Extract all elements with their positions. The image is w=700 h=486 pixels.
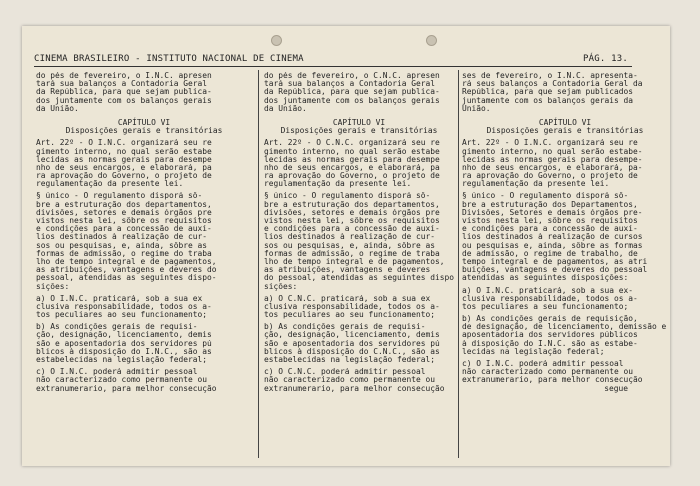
item-b-line: estabelecidas na legislação federal;	[36, 356, 208, 364]
item-a-line: tos peculiares ao seu funcionamento;	[36, 311, 208, 320]
intro-line: dos juntamente com os balanços gerais	[36, 96, 212, 105]
item-b-line: à disposição do I.N.C. são as estabe-	[462, 339, 638, 348]
text-column-3	[462, 72, 668, 460]
article-line: gimento interno, no qual serão estabe	[264, 147, 440, 156]
sole-paragraph-line: do pessoal, atendidas as seguintes dispo	[264, 274, 454, 283]
sole-paragraph-line: Divisões, Setores e demais órgãos pre-	[462, 208, 643, 217]
intro-line: dos juntamente com os balanços gerais	[264, 96, 440, 105]
article-line: Art. 22º - O C.N.C. organizará seu re	[264, 139, 440, 148]
sole-paragraph-line: ou pesquisas e, ainda, sôbre as formas	[462, 241, 643, 250]
article-line: Art. 22º - O I.N.C. organizará seu re	[462, 139, 638, 148]
sole-paragraph-line: e condições para a concessão de auxí-	[462, 225, 638, 234]
sole-paragraph-line: de admissão, o regime de trabalho, de	[462, 249, 638, 258]
chapter-title: Disposições gerais e transitórias	[280, 126, 438, 136]
sole-paragraph-line: formas de admissão, o regime do traba	[36, 249, 212, 258]
sole-paragraph-line: divisões, setores e demais órgãos pre	[36, 208, 212, 217]
sole-paragraph-line: divisões, setores e demais órgãos pre	[264, 208, 440, 217]
item-b-line: de designação, de licenciamento, demissão e	[462, 323, 667, 332]
intro-line: do pés de fevereiro, o I.N.C. apresen	[36, 72, 212, 80]
chapter-heading: CAPÍTULO VI	[117, 117, 171, 127]
intro-line: da República, para que sejam publica-	[36, 88, 212, 97]
intro-line: da República, para que sejam publica-	[264, 88, 440, 97]
sole-paragraph-line: sições:	[264, 282, 298, 291]
item-b-line: ção, designação, licenciamento, demis	[264, 331, 440, 340]
intro-line: do pés de fevereiro, o C.N.C. apresen	[264, 72, 440, 80]
item-c-line: c) O I.N.C. poderá admitir pessoal	[36, 368, 198, 377]
sole-paragraph-line: lios destinados à realização de cur-	[264, 233, 436, 242]
sole-paragraph-line: tempo integral e de pagamentos, as atri	[462, 257, 648, 266]
item-a-line: tos peculiares a seu funcionamento;	[462, 302, 629, 311]
text-column-1	[36, 72, 252, 460]
chapter-heading: CAPÍTULO VI	[332, 117, 386, 127]
sole-paragraph-line: sições:	[36, 282, 70, 291]
sole-paragraph-line: § único - O regulamento disporá sô-	[462, 192, 629, 201]
column-divider-1	[258, 70, 259, 458]
intro-line: da União.	[36, 104, 79, 113]
paper-sheet	[22, 26, 670, 466]
sole-paragraph-line: bre a estruturação dos Departamentos,	[462, 200, 638, 209]
item-c-line: c) O I.N.C. poderá admitir pessoal	[462, 360, 624, 368]
article-line: lecidas as normas gerais para desempe-	[462, 155, 643, 164]
item-b-line: blicos à disposição do I.N.C., são as	[36, 347, 212, 356]
sole-paragraph-line: sos ou pesquisas, e, ainda, sôbre as	[264, 241, 436, 250]
item-a-line: clusiva responsabilidade, todos os a-	[462, 294, 638, 303]
item-a-line: tos peculiares ao seu funcionamento;	[264, 311, 436, 320]
item-c-line: não caracterizado como permanente ou	[264, 376, 436, 385]
sole-paragraph-line: pessoal, atendidas as seguintes dispo-	[36, 274, 217, 283]
item-b-line: b) As condições gerais de requisição,	[462, 315, 638, 324]
chapter-title: Disposições gerais e transitórias	[65, 126, 223, 136]
column-divider-2	[458, 70, 459, 458]
header-title: CINEMA BRASILEIRO - INSTITUTO NACIONAL DE CINEMA	[34, 54, 304, 64]
sole-paragraph-line: e condições para a concessão de auxí-	[36, 225, 212, 234]
sole-paragraph-line: lho de tempo integral e de pagamentos,	[264, 257, 445, 266]
sole-paragraph-line: sos ou pesquisas, e, ainda, sôbre as	[36, 241, 208, 250]
item-b-line: aposentadoria dos servidores públicos	[462, 331, 638, 340]
article-line: regulamentação da presente lei.	[36, 180, 184, 189]
intro-line: República, para que sejam publicados	[462, 88, 634, 97]
sole-paragraph-line: atendidas as seguintes disposições:	[462, 274, 629, 283]
article-line: lecidas as normas gerais para desempe	[36, 155, 212, 164]
item-c-line: extranumerario, para melhor consecução	[462, 376, 643, 385]
item-b-line: estabelecidas na legislação federal;	[264, 356, 436, 364]
article-line: lecidas as normas gerais para desempe	[264, 155, 440, 164]
sole-paragraph-line: lho de tempo integral e de pagamentos,	[36, 257, 217, 266]
sole-paragraph-line: lios destinados à realização de cursos	[462, 233, 643, 242]
article-line: nho de seus encargos, e elaborará, pa-	[462, 163, 643, 172]
article-line: regulamentação da presente lei.	[462, 180, 610, 189]
intro-line: rá seus balanços a Contadoria Geral da	[462, 80, 643, 89]
sole-paragraph-line: vistos nesta lei, sôbre os requisitos	[36, 217, 212, 225]
sole-paragraph-line: formas de admissão, o regime de traba	[264, 249, 440, 258]
item-b-line: b) As condições gerais de requisi-	[264, 323, 426, 332]
sole-paragraph-line: vistos nesta lei, sôbre os requisitos	[462, 217, 638, 225]
item-b-line: são e aposentadoria dos servidores pú	[36, 339, 212, 348]
item-a-line: clusiva responsabilidade, todos os a-	[36, 302, 212, 311]
intro-line: da União.	[264, 104, 307, 113]
item-c-line: não caracterizado como permanente ou	[36, 376, 208, 385]
sole-paragraph-line: buições, vantagens e deveres do pessoal	[462, 266, 648, 275]
item-c-line: não caracterizado como permanente ou	[462, 368, 634, 377]
item-c-line: extranumerario, para melhor consecução	[36, 384, 217, 393]
item-b-line: b) As condições gerais de requisi-	[36, 323, 198, 332]
item-c-line: extranumerario, para melhor consecução	[264, 384, 445, 393]
sole-paragraph-line: e condições para a concessão de auxí-	[264, 225, 440, 234]
item-a-line: a) O I.N.C. praticará, sob a sua ex	[36, 294, 203, 303]
article-line: gimento interno, no qual serão estabe-	[462, 147, 643, 156]
chapter-title: Disposições gerais e transitórias	[486, 126, 644, 136]
sole-paragraph-line: bre a estruturação dos departamentos,	[36, 200, 212, 209]
punch-hole-right	[426, 35, 437, 46]
item-b-line: ção, designação, licenciamento, demis	[36, 331, 212, 340]
intro-line: tará sua balanços a Contadoria Geral	[264, 80, 436, 89]
continuation-note: segue	[604, 384, 628, 393]
intro-line: tará sua balanços a Contadoria Geral	[36, 80, 208, 89]
chapter-heading: CAPÍTULO VI	[538, 117, 592, 127]
sole-paragraph-line: as atribuições, vantagens e deveres do	[36, 266, 217, 275]
sole-paragraph-line: § único - O regulamento disporá sô-	[264, 192, 431, 201]
sole-paragraph-line: as atribuições, vantagens e deveres	[264, 266, 431, 275]
item-a-line: a) O C.N.C. praticará, sob a sua ex	[264, 294, 431, 303]
article-line: Art. 22º - O I.N.C. organizará seu re	[36, 139, 212, 148]
article-line: ra aprovação do Governo, o projeto de	[36, 172, 212, 181]
article-line: gimento interno, no qual serão estabe	[36, 147, 212, 156]
text-column-2	[264, 72, 454, 460]
item-b-line: são e aposentadoria dos servidores pú	[264, 339, 440, 348]
intro-line: União.	[462, 104, 491, 113]
item-a-line: a) O I.N.C. praticará, sob a sua ex-	[462, 286, 634, 295]
intro-line: juntamente com os balanços gerais da	[462, 96, 634, 105]
sole-paragraph-line: vistos nesta lei, sôbre os requisitos	[264, 217, 440, 225]
sole-paragraph-line: lios destinados à realização de cur-	[36, 233, 208, 242]
article-line: regulamentação da presente lei.	[264, 180, 412, 189]
item-b-line: lecidas na legislação federal;	[462, 347, 605, 356]
intro-line: ses de fevereiro, o I.N.C. apresenta-	[462, 72, 638, 80]
item-c-line: c) O C.N.C. poderá admitir pessoal	[264, 368, 426, 377]
article-line: nho de seus encargos, e elaborará, pa	[264, 163, 440, 172]
sole-paragraph-line: bre a estruturação dos departamentos,	[264, 200, 440, 209]
punch-hole-left	[271, 35, 282, 46]
item-b-line: blicos à disposição do C.N.C., são as	[264, 347, 440, 356]
page-number: PÁG. 13.	[583, 54, 628, 64]
sole-paragraph-line: § único - O regulamento disporá sô-	[36, 192, 203, 201]
item-a-line: clusiva responsabilidade, todos os a-	[264, 302, 440, 311]
article-line: ra aprovação do Governo, o projeto de	[462, 172, 638, 181]
header-rule	[34, 66, 632, 67]
article-line: ra aprovação do Governo, o projeto de	[264, 172, 440, 181]
article-line: nho de seus encargos, e elaborará, pa	[36, 163, 212, 172]
page-header	[34, 54, 632, 66]
